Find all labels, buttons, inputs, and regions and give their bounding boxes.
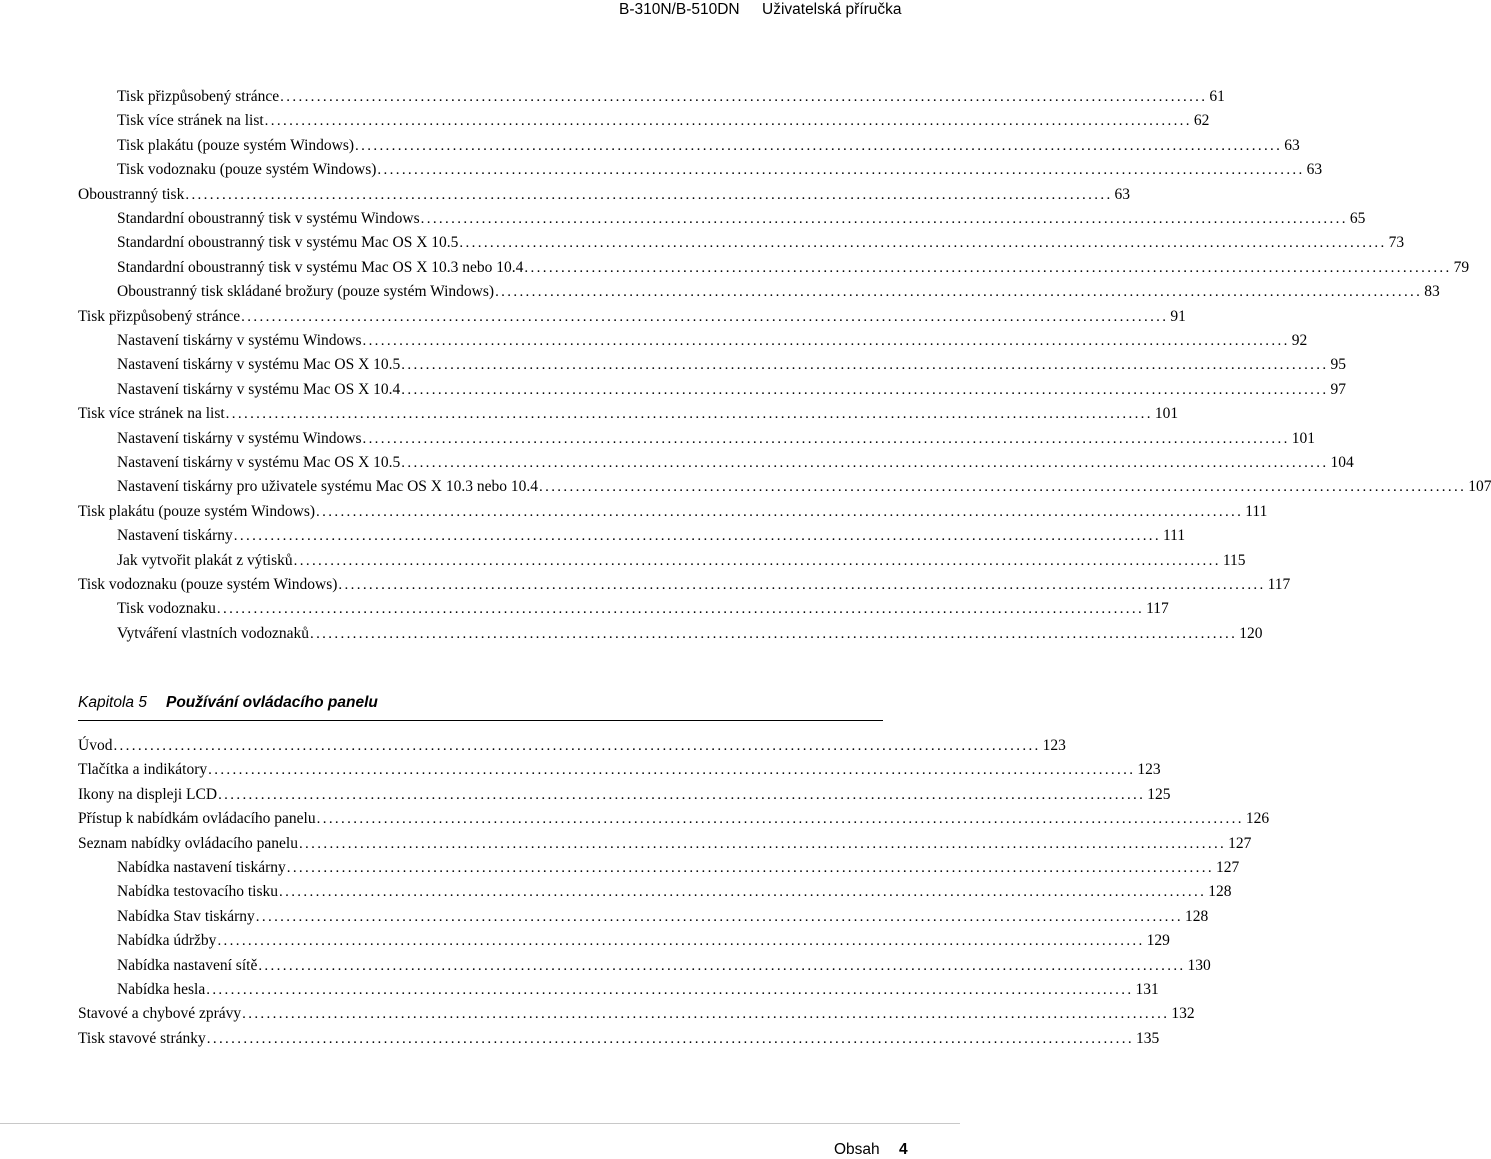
toc-entry-page: 123 <box>1137 761 1161 779</box>
toc-entry-page: 83 <box>1424 283 1440 301</box>
toc-entry-title: Nabídka údržby <box>117 932 217 950</box>
toc-leader-dots: ........................................................................................................................................................ <box>255 908 1183 925</box>
toc-entry[interactable] <box>117 978 1159 1002</box>
toc-entry-title: Tisk přizpůsobený stránce <box>117 88 280 105</box>
toc-leader-dots: ........................................................................................................................................................ <box>524 259 1452 276</box>
toc-entry-page: 62 <box>1193 112 1210 130</box>
toc-entry[interactable] <box>117 954 1211 978</box>
toc-entry-page: 126 <box>1245 810 1270 828</box>
toc-entry-title: Nastavení tiskárny v systému Windows <box>117 332 362 349</box>
toc-leader-dots: ........................................................................................................................................................ <box>401 381 1329 398</box>
toc-entry-page: 129 <box>1146 932 1170 950</box>
toc-entry[interactable] <box>117 475 1491 499</box>
toc-leader-dots: ........................................................................................................................................................ <box>264 113 1192 130</box>
chapter-label: Kapitola 5 <box>78 694 147 711</box>
toc-leader-dots: ........................................................................................................................................................ <box>225 406 1153 423</box>
toc-entry-title: Tisk vodoznaku (pouze systém Windows) <box>78 576 338 593</box>
toc-entry-title: Nastavení tiskárny v systému Windows <box>117 429 362 447</box>
guide-title: Uživatelská příručka <box>762 1 902 18</box>
toc-entry-page: 107 <box>1468 478 1491 496</box>
toc-leader-dots: ........................................................................................................................................................ <box>242 1006 1170 1023</box>
toc-entry-page: 135 <box>1135 1029 1160 1047</box>
toc-entry-page: 63 <box>1306 161 1323 179</box>
toc-entry[interactable] <box>117 929 1170 953</box>
toc-entry-page: 131 <box>1135 981 1159 998</box>
toc-entry-page: 61 <box>1209 88 1225 105</box>
toc-entry-title: Seznam nabídky ovládacího panelu <box>78 834 298 852</box>
chapter-heading <box>78 692 883 721</box>
toc-entry-title: Nabídka Stav tiskárny <box>117 907 255 925</box>
toc-leader-dots: ........................................................................................................................................................ <box>355 137 1283 154</box>
toc-entry[interactable] <box>117 451 1354 475</box>
toc-leader-dots: ........................................................................................................................................................ <box>362 333 1290 349</box>
toc-entry[interactable] <box>78 305 1186 329</box>
toc-entry-title: Nabídka testovacího tisku <box>117 883 278 901</box>
toc-entry-page: 120 <box>1239 624 1263 642</box>
toc-entry-title: Tisk přizpůsobený stránce <box>78 307 241 325</box>
toc-entry-page: 132 <box>1171 1005 1195 1023</box>
toc-entry-page: 101 <box>1154 405 1179 423</box>
toc-entry[interactable] <box>117 880 1232 904</box>
footer-section: Obsah <box>834 1141 880 1158</box>
toc-leader-dots: ........................................................................................................................................................ <box>338 577 1266 593</box>
toc-entry[interactable] <box>78 832 1252 856</box>
toc-leader-dots: ........................................................................................................................................................ <box>316 811 1244 828</box>
toc-entry-page: 125 <box>1147 785 1171 803</box>
toc-entry[interactable] <box>117 353 1346 377</box>
toc-entry[interactable] <box>117 280 1440 304</box>
toc-entry[interactable] <box>78 807 1270 831</box>
toc-entry-page: 111 <box>1245 502 1268 520</box>
toc-entry-title: Nastavení tiskárny v systému Mac OS X 10.4 <box>117 380 401 398</box>
toc-entry[interactable] <box>117 158 1323 182</box>
toc-entry-page: 128 <box>1208 883 1232 901</box>
toc-entry-title: Tisk více stránek na list <box>117 112 264 130</box>
toc-entry[interactable] <box>78 1002 1195 1026</box>
toc-entry-page: 63 <box>1114 185 1131 203</box>
toc-entry-page: 92 <box>1291 332 1308 349</box>
toc-entry[interactable] <box>117 524 1186 548</box>
toc-entry-page: 127 <box>1215 859 1240 876</box>
toc-entry[interactable] <box>117 905 1209 929</box>
toc-entry[interactable] <box>78 734 1066 758</box>
footer-page-number: 4 <box>899 1141 908 1158</box>
toc-entry-page: 79 <box>1453 258 1470 276</box>
toc-leader-dots: ........................................................................................................................................................ <box>258 957 1186 974</box>
page-header <box>0 0 960 26</box>
toc-leader-dots: ........................................................................................................................................................ <box>298 835 1227 852</box>
toc-entry[interactable] <box>78 500 1268 524</box>
toc-leader-dots: ........................................................................................................................................................ <box>293 552 1221 569</box>
toc-entry[interactable] <box>78 758 1161 782</box>
toc-entry[interactable] <box>117 85 1225 109</box>
toc-leader-dots: ........................................................................................................................................................ <box>241 308 1169 325</box>
toc-entry-title: Přístup k nabídkám ovládacího panelu <box>78 810 316 828</box>
toc-entry-title: Tisk plakátu (pouze systém Windows) <box>117 136 355 154</box>
toc-entry-title: Nabídka nastavení sítě <box>117 956 258 974</box>
toc-entry-page: 127 <box>1228 834 1252 852</box>
toc-entry-title: Nastavení tiskárny v systému Mac OS X 10.5 <box>117 454 401 471</box>
toc-leader-dots: ........................................................................................................................................................ <box>459 235 1387 252</box>
toc-entry-title: Jak vytvořit plakát z výtisků <box>117 551 293 569</box>
toc-leader-dots: ........................................................................................................................................................ <box>233 528 1161 545</box>
toc-entry-title: Nastavení tiskárny pro uživatele systému Mac OS X 10.3 nebo 10.4 <box>117 478 538 496</box>
toc-entry-title: Ikony na displeji LCD <box>78 785 218 803</box>
toc-entry-title: Tlačítka a indikátory <box>78 761 208 779</box>
toc-leader-dots: ........................................................................................................................................................ <box>206 982 1134 998</box>
toc-entry-page: 130 <box>1187 956 1211 974</box>
footer-divider <box>0 1123 960 1124</box>
toc-entry-title: Tisk vodoznaku <box>117 600 216 618</box>
toc-leader-dots: ........................................................................................................................................................ <box>206 1030 1134 1047</box>
toc-entry-title: Nastavení tiskárny <box>117 527 233 545</box>
toc-entry-title: Stavové a chybové zprávy <box>78 1005 242 1023</box>
toc-leader-dots: ........................................................................................................................................................ <box>217 933 1145 950</box>
chapter-title: Používání ovládacího panelu <box>166 694 378 711</box>
toc-entry[interactable] <box>117 329 1308 353</box>
toc-entry-page: 73 <box>1388 234 1405 252</box>
toc-leader-dots: ........................................................................................................................................................ <box>401 455 1329 471</box>
toc-entry[interactable] <box>117 256 1470 280</box>
toc-leader-dots: ........................................................................................................................................................ <box>420 211 1348 227</box>
toc-entry-page: 123 <box>1042 737 1066 754</box>
toc-entry-title: Nastavení tiskárny v systému Mac OS X 10.5 <box>117 356 401 374</box>
toc-entry-page: 91 <box>1170 307 1186 325</box>
toc-leader-dots: ........................................................................................................................................................ <box>539 479 1467 496</box>
toc-entry[interactable] <box>117 109 1210 133</box>
toc-leader-dots: ........................................................................................................................................................ <box>495 284 1423 301</box>
toc-entry[interactable] <box>78 1027 1160 1051</box>
toc-entry-page: 63 <box>1284 136 1300 154</box>
toc-entry-page: 117 <box>1267 576 1291 593</box>
toc-entry-page: 65 <box>1349 210 1366 227</box>
toc-leader-dots: ........................................................................................................................................................ <box>286 860 1214 876</box>
toc-entry[interactable] <box>117 856 1240 880</box>
toc-leader-dots: ........................................................................................................................................................ <box>216 601 1145 618</box>
toc-entry-title: Oboustranný tisk <box>78 185 185 203</box>
toc-entry-page: 95 <box>1330 356 1346 374</box>
toc-leader-dots: ........................................................................................................................................................ <box>279 884 1207 901</box>
toc-entry[interactable] <box>78 783 1171 807</box>
toc-entry-title: Tisk plakátu (pouze systém Windows) <box>78 502 316 520</box>
toc-entry-title: Standardní oboustranný tisk v systému Mac OS X 10.3 nebo 10.4 <box>117 258 524 276</box>
toc-entry-page: 111 <box>1163 527 1186 545</box>
toc-entry[interactable] <box>117 134 1300 158</box>
toc-leader-dots: ........................................................................................................................................................ <box>208 762 1136 779</box>
toc-leader-dots: ........................................................................................................................................................ <box>362 430 1290 447</box>
toc-entry[interactable] <box>117 427 1315 451</box>
toc-leader-dots: ........................................................................................................................................................ <box>280 89 1208 105</box>
toc-leader-dots: ........................................................................................................................................................ <box>316 503 1244 520</box>
toc-leader-dots: ........................................................................................................................................................ <box>401 357 1329 374</box>
toc-entry-title: Tisk vodoznaku (pouze systém Windows) <box>117 161 377 179</box>
toc-entry[interactable] <box>78 183 1131 207</box>
document-title: B-310N/B-510DN <box>619 1 740 18</box>
toc-leader-dots: ........................................................................................................................................................ <box>113 738 1041 754</box>
toc-entry[interactable] <box>117 231 1405 255</box>
toc-entry[interactable] <box>117 597 1169 621</box>
toc-entry[interactable] <box>78 402 1179 426</box>
toc-leader-dots: ........................................................................................................................................................ <box>377 162 1305 179</box>
toc-entry-page: 104 <box>1330 454 1354 471</box>
toc-leader-dots: ........................................................................................................................................................ <box>309 625 1238 642</box>
toc-entry-title: Nabídka hesla <box>117 981 206 998</box>
toc-entry[interactable] <box>117 622 1263 646</box>
toc-entry[interactable] <box>117 378 1346 402</box>
toc-entry-title: Nabídka nastavení tiskárny <box>117 859 286 876</box>
toc-entry-page: 115 <box>1222 551 1246 569</box>
toc-entry-title: Úvod <box>78 737 113 754</box>
toc-entry-title: Standardní oboustranný tisk v systému Windows <box>117 210 420 227</box>
toc-entry-title: Standardní oboustranný tisk v systému Mac OS X 10.5 <box>117 234 459 252</box>
toc-entry[interactable] <box>78 573 1291 597</box>
toc-entry-title: Oboustranný tisk skládané brožury (pouze systém Windows) <box>117 283 495 301</box>
toc-entry-page: 128 <box>1184 907 1209 925</box>
toc-entry-page: 97 <box>1330 380 1346 398</box>
toc-entry[interactable] <box>117 207 1366 231</box>
toc-entry[interactable] <box>117 549 1246 573</box>
toc-entry-page: 117 <box>1146 600 1169 618</box>
toc-leader-dots: ........................................................................................................................................................ <box>218 786 1146 803</box>
toc-entry-title: Vytváření vlastních vodoznaků <box>117 624 309 642</box>
toc-entry-title: Tisk stavové stránky <box>78 1029 206 1047</box>
toc-entry-title: Tisk více stránek na list <box>78 405 225 423</box>
toc-entry-page: 101 <box>1291 429 1315 447</box>
toc-leader-dots: ........................................................................................................................................................ <box>185 186 1113 203</box>
